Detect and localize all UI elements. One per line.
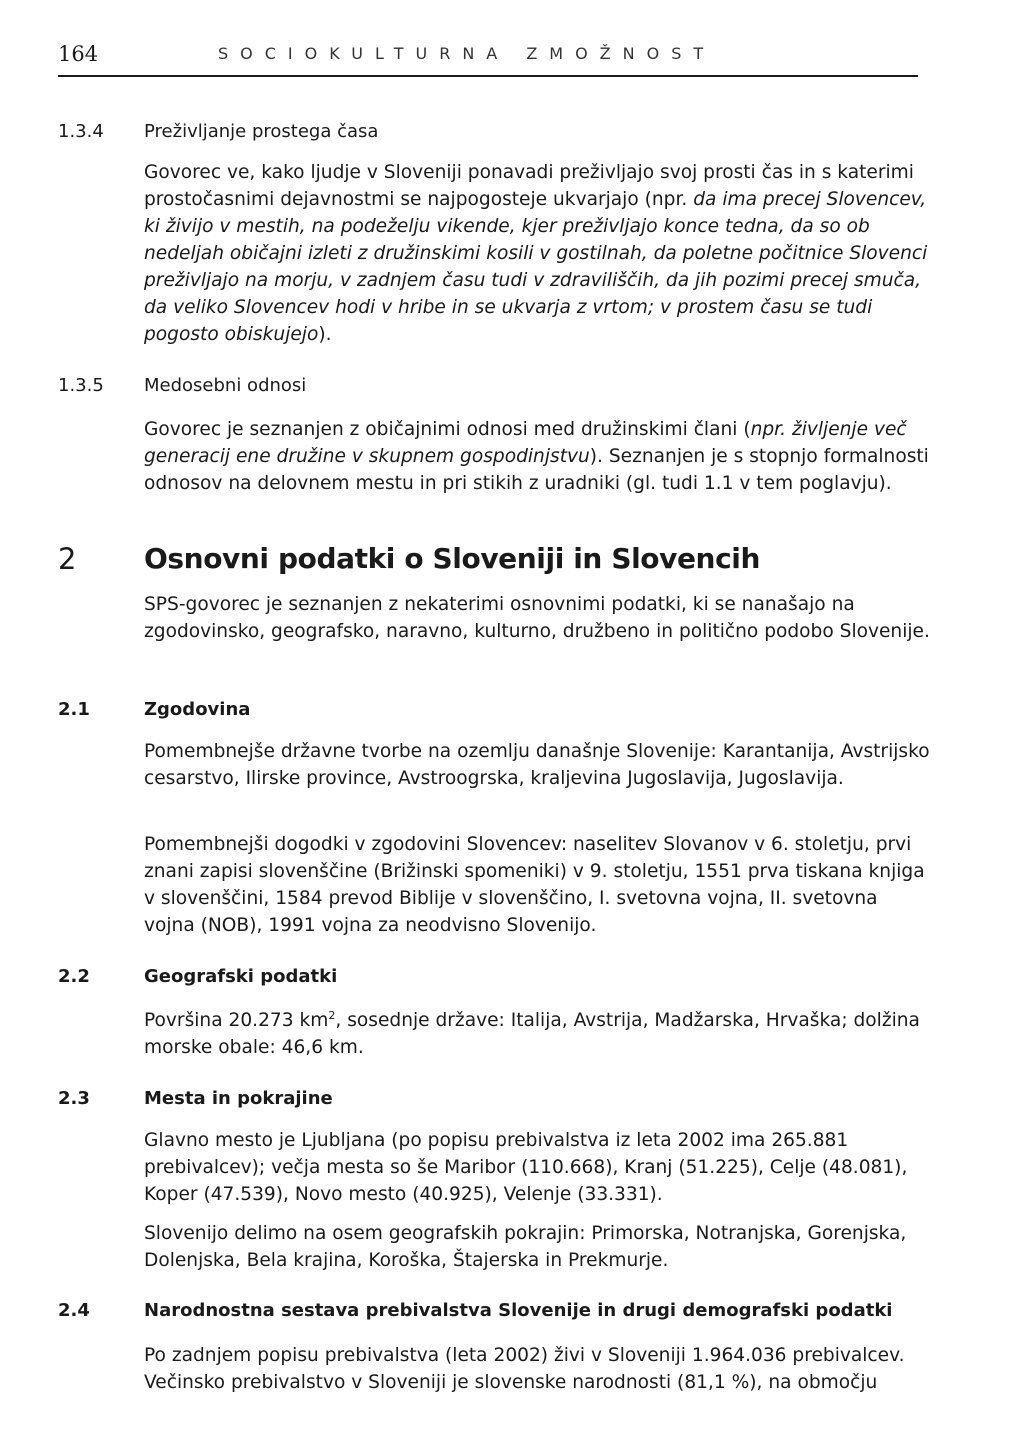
section-title-1-3-5: Medosebni odnosi xyxy=(144,375,307,396)
section-title-2-4: Narodnostna sestava prebivalstva Slovenije in drugi demografski podatki xyxy=(144,1300,893,1321)
chapter-number: 2 xyxy=(58,542,77,576)
section-title-2-2: Geografski podatki xyxy=(144,966,338,987)
section-number-1-3-4: 1.3.4 xyxy=(58,121,104,142)
text-end: ). xyxy=(318,324,332,345)
section-title-1-3-4: Preživljanje prostega časa xyxy=(144,121,379,142)
text-normal: Govorec ve, kako ljudje v Sloveniji ponavadi preživljajo svoj prosti čas in s katerimi prostočasnimi dejavnostmi se najpogosteje ukvarjajo ( xyxy=(144,162,914,210)
chapter-intro: SPS-govorec je seznanjen z nekaterimi osnovnimi podatki, ki se nanašajo na zgodovinsko, geografsko, naravno, kulturno, družbeno in politično podobo Slovenije. xyxy=(144,594,930,642)
section-number-2-2: 2.2 xyxy=(58,966,90,987)
section-2-1-paragraph-2: Pomembnejši dogodki v zgodovini Slovencev: naselitev Slovanov v 6. stoletju, prvi znani zapisi slovenščine (Brižinski spomeniki) v 9. stoletju, 1551 prva tiskana knjiga v slovenščini, 1584 prevod Biblije v slovenščino, I. svetovna vojna, II. svetovna vojna (NOB), 1991 vojna za neodvisno Slovenijo. xyxy=(144,834,925,936)
section-number-2-4: 2.4 xyxy=(58,1300,90,1321)
text-normal: , sosednje države: Italija, Avstrija, Madžarska, Hrvaška; dolžina morske obale: 46,6 km. xyxy=(144,1010,920,1058)
running-title: SOCIOKULTURNA ZMOŽNOST xyxy=(218,44,716,63)
section-title-2-3: Mesta in pokrajine xyxy=(144,1088,333,1109)
section-2-3-paragraph-2: Slovenijo delimo na osem geografskih pokrajin: Primorska, Notranjska, Gorenjska, Dolenjska, Bela krajina, Koroška, Štajerska in Prekmurje. xyxy=(144,1223,907,1271)
text-end: ). Seznanjen je s stopnjo formalnosti odnosov na delovnem mestu in pri stikih z uradniki (gl. tudi 1.1 v tem poglavju). xyxy=(144,446,929,494)
section-text-1-3-4 xyxy=(144,159,934,348)
section-number-2-1: 2.1 xyxy=(58,699,90,720)
text-normal: Govorec je seznanjen z običajnimi odnosi med družinskimi člani ( xyxy=(144,419,751,440)
text-italic: npr. življenje več generacij ene družine v skupnem gospodinjstvu xyxy=(144,419,907,467)
page-number: 164 xyxy=(58,42,99,66)
section-text-1-3-5 xyxy=(144,416,934,497)
section-2-3-paragraph-1: Glavno mesto je Ljubljana (po popisu prebivalstva iz leta 2002 ima 265.881 prebivalcev); večja mesta so še Maribor (110.668), Kranj (51.225), Celje (48.081), Koper (47.539), Novo mesto (40.925), Velenje (33.331). xyxy=(144,1130,908,1205)
running-header xyxy=(58,40,918,77)
section-text-2-2 xyxy=(144,1007,934,1061)
text-abbrev: npr. xyxy=(651,189,688,210)
superscript: 2 xyxy=(328,1008,336,1022)
section-text-2-4: Po zadnjem popisu prebivalstva (leta 2002) živi v Sloveniji 1.964.036 prebivalcev. Večinsko prebivalstvo v Sloveniji je slovenske narodnosti (81,1 %), na območju xyxy=(144,1345,905,1393)
section-number-1-3-5: 1.3.5 xyxy=(58,375,104,396)
text-normal: Površina 20.273 km xyxy=(144,1010,329,1031)
text-italic: da ima precej Slovencev, ki živijo v mestih, na podeželju vikende, kjer preživljajo konce tedna, da so ob nedeljah običajni izleti z družinskimi kosili v gostilnah, da poletne počitnice Slovenci preživljajo na morju, v zadnjem času tudi v zdraviliščih, da jih pozimi precej smuča, da veliko Slovencev hodi v hribe in se ukvarja z vrtom; v prostem času se tudi pogosto obiskujejo xyxy=(144,189,928,345)
section-number-2-3: 2.3 xyxy=(58,1088,90,1109)
section-title-2-1: Zgodovina xyxy=(144,699,251,720)
chapter-title: Osnovni podatki o Sloveniji in Slovencih xyxy=(144,542,761,575)
section-2-1-paragraph-1: Pomembnejše državne tvorbe na ozemlju današnje Slovenije: Karantanija, Avstrijsko cesarstvo, Ilirske province, Avstroogrska, kraljevina Jugoslavija, Jugoslavija. xyxy=(144,741,930,789)
